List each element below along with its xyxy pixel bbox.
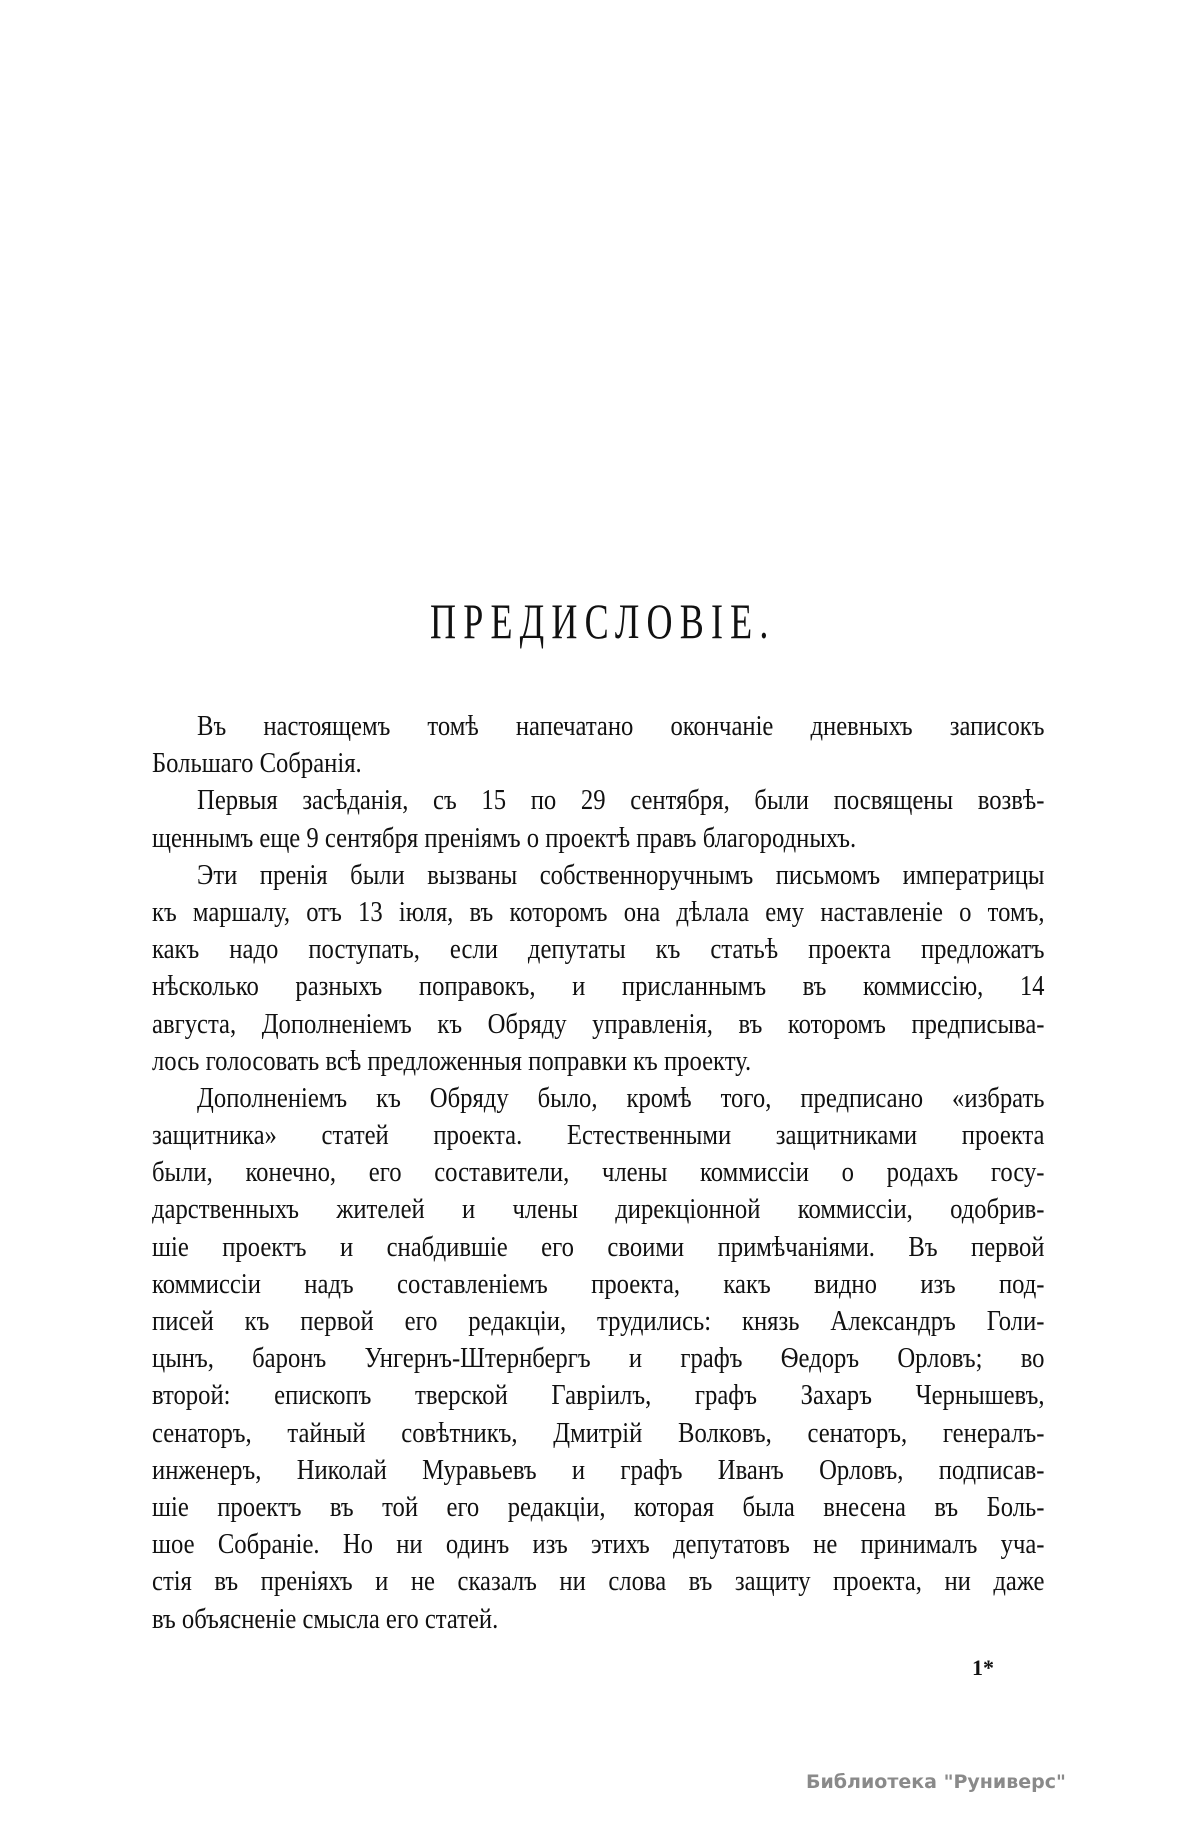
text-line: Эти пренія были вызваны собственноручнымъ письмомъ императрицы: [197, 858, 1045, 891]
text-line: Въ настоящемъ томѣ напечатано окончаніе дневныхъ записокъ: [197, 710, 1045, 742]
text-line: лось голосовать всѣ предложенныя поправки къ проекту.: [152, 1044, 752, 1077]
text-line: Первыя засѣданія, съ 15 по 29 сентября, были посвящены возвѣ-: [197, 784, 1045, 817]
text-line: шое Собраніе. Но ни одинъ изъ этихъ депутатовъ не принималъ уча-: [152, 1528, 1045, 1561]
body-text: [152, 708, 1200, 1638]
text-line: стія въ преніяхъ и не сказалъ ни слова въ защиту проекта, ни даже: [152, 1565, 1045, 1598]
text-line: писей къ первой его редакціи, трудились: князь Александръ Голи-: [152, 1305, 1045, 1337]
paragraph: [152, 857, 1200, 1080]
text-line: какъ надо поступать, если депутаты къ статьѣ проекта предложатъ: [152, 933, 1045, 966]
text-line: Дополненіемъ къ Обряду было, кромѣ того, предписано «избрать: [197, 1081, 1045, 1114]
text-line: нѣсколько разныхъ поправокъ, и присланнымъ въ коммиссію, 14: [152, 970, 1045, 1003]
text-line: были, конечно, его составители, члены коммиссіи о родахъ госу-: [152, 1156, 1045, 1189]
text-line: щеннымъ еще 9 сентября преніямъ о проектѣ правъ благородныхъ.: [152, 821, 857, 854]
text-line: августа, Дополненіемъ къ Обряду управленія, въ которомъ предписыва-: [152, 1007, 1045, 1040]
text-line: защитника» статей проекта. Естественными защитниками проекта: [152, 1119, 1045, 1152]
paragraph: [152, 1080, 1200, 1638]
text-line: цынъ, баронъ Унгернъ-Штернбергъ и графъ Ѳедоръ Орловъ; во: [152, 1342, 1045, 1375]
library-watermark: Библиотека "Руниверс": [806, 1771, 1066, 1793]
paragraph: [152, 782, 1200, 856]
paragraph: [152, 708, 1200, 782]
text-line: къ маршалу, отъ 13 іюля, въ которомъ она дѣлала ему наставленіе о томъ,: [152, 895, 1045, 928]
text-line: сенаторъ, тайный совѣтникъ, Дмитрій Волковъ, сенаторъ, генералъ-: [152, 1416, 1045, 1449]
text-line: коммиссіи надъ составленіемъ проекта, какъ видно изъ под-: [152, 1267, 1045, 1300]
page-number: 1*: [972, 1655, 994, 1680]
text-line: инженеръ, Николай Муравьевъ и графъ Иванъ Орловъ, подписав-: [152, 1453, 1045, 1486]
text-line: дарственныхъ жителей и члены дирекціонной коммиссіи, одобрив-: [152, 1193, 1045, 1226]
text-line: Большаго Собранія.: [152, 747, 362, 780]
page-title: ПРЕДИСЛОВІЕ.: [430, 593, 776, 649]
text-line: шіе проектъ въ той его редакціи, которая была внесена въ Боль-: [152, 1490, 1045, 1523]
text-line: шіе проектъ и снабдившіе его своими примѣчаніями. Въ первой: [152, 1230, 1045, 1263]
text-line: второй: епископъ тверской Гавріилъ, графъ Захаръ Чернышевъ,: [152, 1379, 1045, 1412]
text-line: въ объясненіе смысла его статей.: [152, 1602, 499, 1635]
